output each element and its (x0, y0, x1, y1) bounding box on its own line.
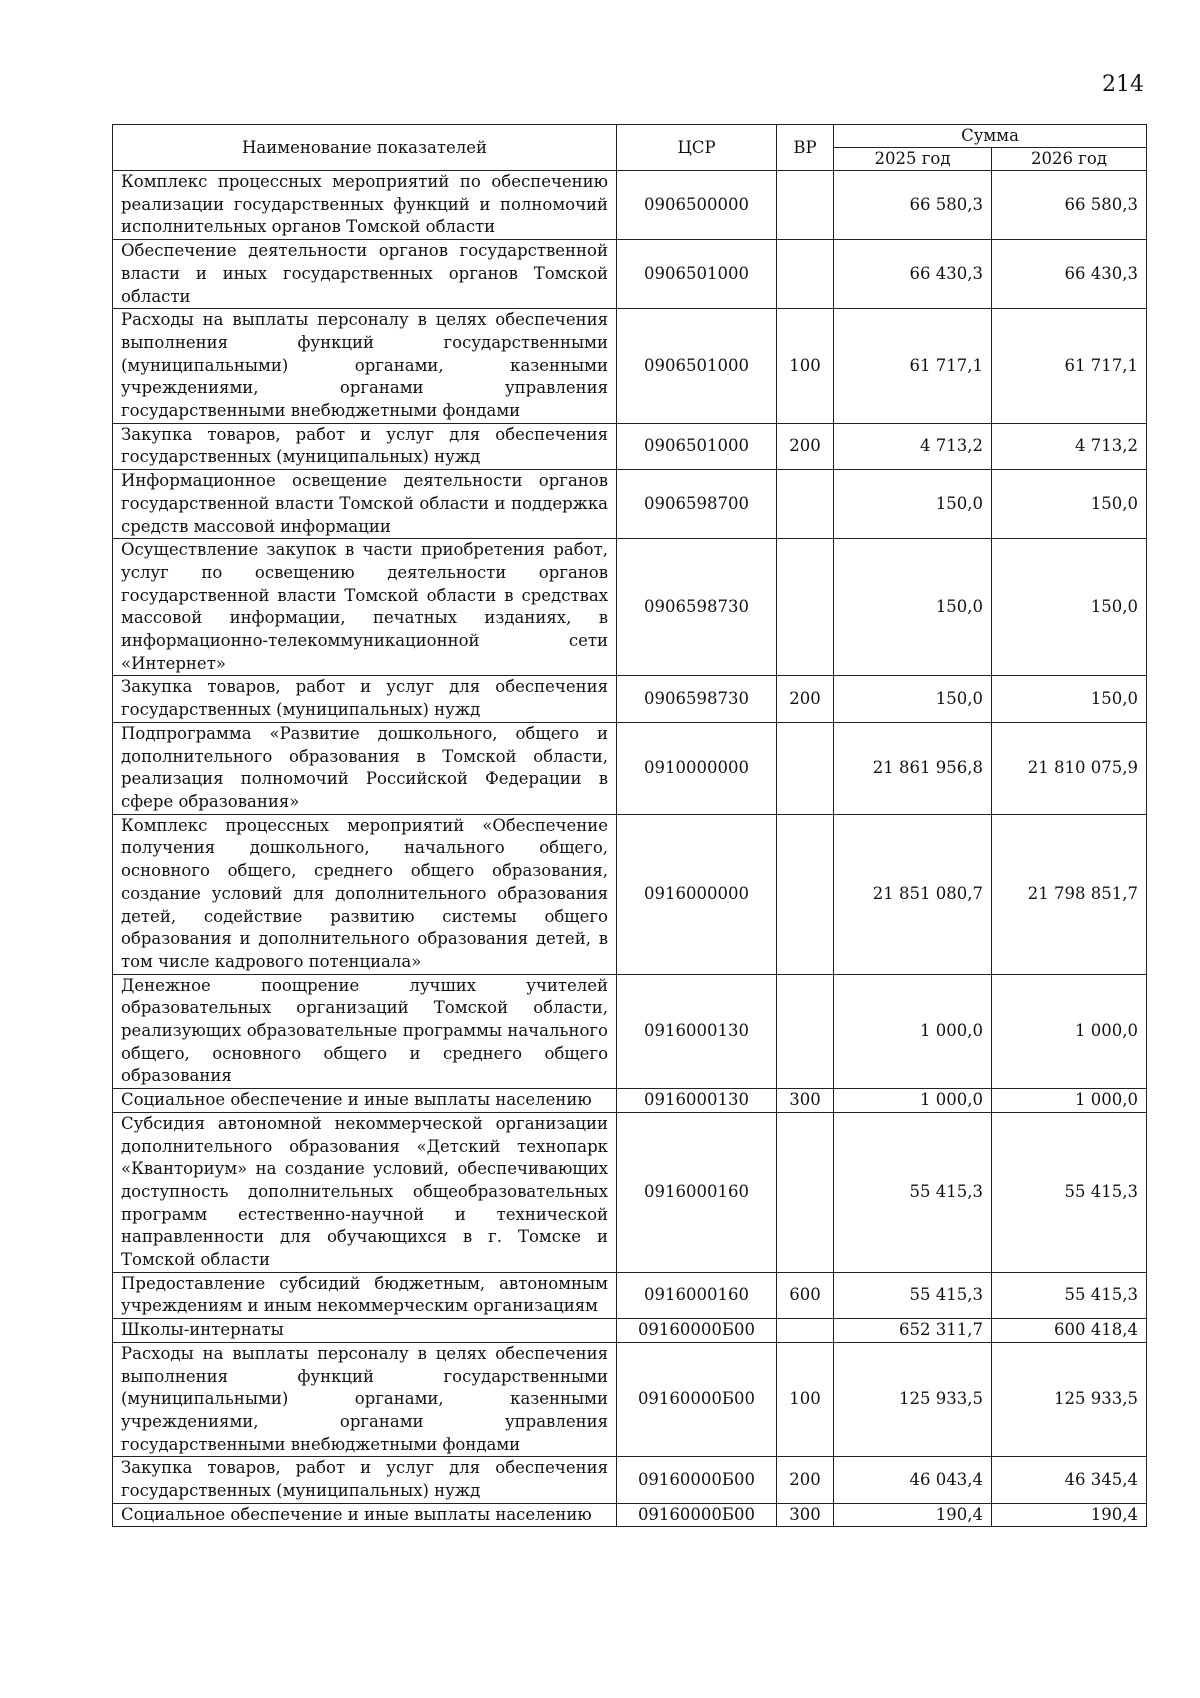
row-vr (777, 722, 834, 814)
row-vr (777, 539, 834, 676)
table-row (113, 1319, 1147, 1343)
table-row (113, 676, 1147, 722)
row-sum-2025: 150,0 (834, 676, 992, 722)
row-csr: 0906501000 (617, 240, 777, 309)
header-sum: Сумма (834, 125, 1147, 148)
row-vr: 100 (777, 1342, 834, 1457)
row-name: Комплекс процессных мероприятий по обеспечению реализации государственных функций и полномочий исполнительных органов Томской области (113, 171, 617, 240)
row-sum-2026: 66 580,3 (992, 171, 1147, 240)
row-sum-2025: 190,4 (834, 1503, 992, 1527)
row-sum-2025: 1 000,0 (834, 974, 992, 1089)
row-vr (777, 1112, 834, 1272)
row-sum-2025: 125 933,5 (834, 1342, 992, 1457)
row-sum-2026: 66 430,3 (992, 240, 1147, 309)
row-sum-2026: 600 418,4 (992, 1319, 1147, 1343)
header-csr: ЦСР (617, 125, 777, 171)
row-name: Социальное обеспечение и иные выплаты населению (113, 1503, 617, 1527)
row-sum-2026: 190,4 (992, 1503, 1147, 1527)
row-csr: 09160000Б00 (617, 1457, 777, 1503)
row-name: Закупка товаров, работ и услуг для обеспечения государственных (муниципальных) нужд (113, 676, 617, 722)
row-vr: 100 (777, 309, 834, 424)
row-csr: 09160000Б00 (617, 1503, 777, 1527)
row-vr: 200 (777, 676, 834, 722)
row-name: Закупка товаров, работ и услуг для обеспечения государственных (муниципальных) нужд (113, 423, 617, 469)
row-csr: 0906598730 (617, 676, 777, 722)
row-sum-2025: 150,0 (834, 539, 992, 676)
row-sum-2025: 1 000,0 (834, 1089, 992, 1113)
page-number: 214 (1102, 72, 1144, 97)
row-name: Школы-интернаты (113, 1319, 617, 1343)
row-sum-2025: 46 043,4 (834, 1457, 992, 1503)
row-csr: 0906501000 (617, 423, 777, 469)
row-csr: 0906598700 (617, 470, 777, 539)
row-vr: 200 (777, 1457, 834, 1503)
row-sum-2026: 150,0 (992, 470, 1147, 539)
row-sum-2026: 21 798 851,7 (992, 814, 1147, 974)
row-csr: 0906598730 (617, 539, 777, 676)
table-row (113, 1089, 1147, 1113)
row-vr: 200 (777, 423, 834, 469)
row-name: Подпрограмма «Развитие дошкольного, общего и дополнительного образования в Томской области, реализация полномочий Российской Федерации в сфере образования» (113, 722, 617, 814)
table-row (113, 814, 1147, 974)
table-row (113, 539, 1147, 676)
header-name: Наименование показателей (113, 125, 617, 171)
row-name: Субсидия автономной некоммерческой организации дополнительного образования «Детский технопарк «Кванториум» на создание условий, обеспечивающих доступность дополнительных общеобразовательных программ естественно-научной и технической направленности для обучающихся в г. Томске и Томской области (113, 1112, 617, 1272)
row-sum-2026: 61 717,1 (992, 309, 1147, 424)
row-csr: 0906501000 (617, 309, 777, 424)
row-csr: 0916000000 (617, 814, 777, 974)
row-vr (777, 470, 834, 539)
row-sum-2025: 61 717,1 (834, 309, 992, 424)
table-body (113, 171, 1147, 1527)
row-sum-2026: 1 000,0 (992, 974, 1147, 1089)
table-row (113, 1342, 1147, 1457)
row-vr: 300 (777, 1503, 834, 1527)
row-csr: 09160000Б00 (617, 1319, 777, 1343)
row-name: Расходы на выплаты персоналу в целях обеспечения выполнения функций государственными (муниципальными) органами, казенными учреждениями, органами управления государственными внебюджетными фондами (113, 309, 617, 424)
row-name: Обеспечение деятельности органов государственной власти и иных государственных органов Томской области (113, 240, 617, 309)
row-sum-2025: 4 713,2 (834, 423, 992, 469)
budget-table (112, 124, 1147, 1527)
row-vr (777, 240, 834, 309)
row-sum-2025: 21 861 956,8 (834, 722, 992, 814)
row-sum-2025: 21 851 080,7 (834, 814, 992, 974)
row-sum-2026: 150,0 (992, 539, 1147, 676)
row-name: Закупка товаров, работ и услуг для обеспечения государственных (муниципальных) нужд (113, 1457, 617, 1503)
row-sum-2026: 4 713,2 (992, 423, 1147, 469)
row-name: Комплекс процессных мероприятий «Обеспечение получения дошкольного, начального общего, основного общего, среднего общего образования, создание условий для дополнительного образования детей, содействие развитию системы общего образования и дополнительного образования детей, в том числе кадрового потенциала» (113, 814, 617, 974)
row-sum-2025: 652 311,7 (834, 1319, 992, 1343)
row-sum-2026: 46 345,4 (992, 1457, 1147, 1503)
row-vr (777, 974, 834, 1089)
row-csr: 0916000160 (617, 1112, 777, 1272)
table-header (113, 125, 1147, 171)
table-row (113, 722, 1147, 814)
row-csr: 0916000130 (617, 1089, 777, 1113)
row-vr: 300 (777, 1089, 834, 1113)
header-year-2025: 2025 год (834, 148, 992, 171)
row-sum-2025: 66 580,3 (834, 171, 992, 240)
row-name: Денежное поощрение лучших учителей образовательных организаций Томской области, реализующих образовательные программы начального общего, основного общего и среднего общего образования (113, 974, 617, 1089)
header-year-2026: 2026 год (992, 148, 1147, 171)
row-sum-2026: 55 415,3 (992, 1272, 1147, 1318)
row-sum-2025: 55 415,3 (834, 1112, 992, 1272)
row-csr: 0910000000 (617, 722, 777, 814)
row-sum-2025: 150,0 (834, 470, 992, 539)
row-name: Информационное освещение деятельности органов государственной власти Томской области и поддержка средств массовой информации (113, 470, 617, 539)
row-csr: 0916000130 (617, 974, 777, 1089)
row-sum-2026: 55 415,3 (992, 1112, 1147, 1272)
table-row (113, 470, 1147, 539)
row-sum-2026: 150,0 (992, 676, 1147, 722)
row-name: Социальное обеспечение и иные выплаты населению (113, 1089, 617, 1113)
row-name: Предоставление субсидий бюджетным, автономным учреждениям и иным некоммерческим организациям (113, 1272, 617, 1318)
row-csr: 09160000Б00 (617, 1342, 777, 1457)
row-vr: 600 (777, 1272, 834, 1318)
row-sum-2025: 66 430,3 (834, 240, 992, 309)
table-row (113, 1112, 1147, 1272)
table-row (113, 1503, 1147, 1527)
row-csr: 0916000160 (617, 1272, 777, 1318)
table-row (113, 1272, 1147, 1318)
table-row (113, 1457, 1147, 1503)
row-sum-2026: 125 933,5 (992, 1342, 1147, 1457)
row-name: Осуществление закупок в части приобретения работ, услуг по освещению деятельности органов государственной власти Томской области в средствах массовой информации, печатных изданиях, в информационно-телекоммуникационной сети «Интернет» (113, 539, 617, 676)
table-row (113, 309, 1147, 424)
row-csr: 0906500000 (617, 171, 777, 240)
row-vr (777, 814, 834, 974)
table-row (113, 974, 1147, 1089)
row-vr (777, 171, 834, 240)
row-sum-2025: 55 415,3 (834, 1272, 992, 1318)
row-name: Расходы на выплаты персоналу в целях обеспечения выполнения функций государственными (муниципальными) органами, казенными учреждениями, органами управления государственными внебюджетными фондами (113, 1342, 617, 1457)
header-vr: ВР (777, 125, 834, 171)
table-row (113, 423, 1147, 469)
table-row (113, 171, 1147, 240)
table-row (113, 240, 1147, 309)
row-vr (777, 1319, 834, 1343)
row-sum-2026: 1 000,0 (992, 1089, 1147, 1113)
row-sum-2026: 21 810 075,9 (992, 722, 1147, 814)
